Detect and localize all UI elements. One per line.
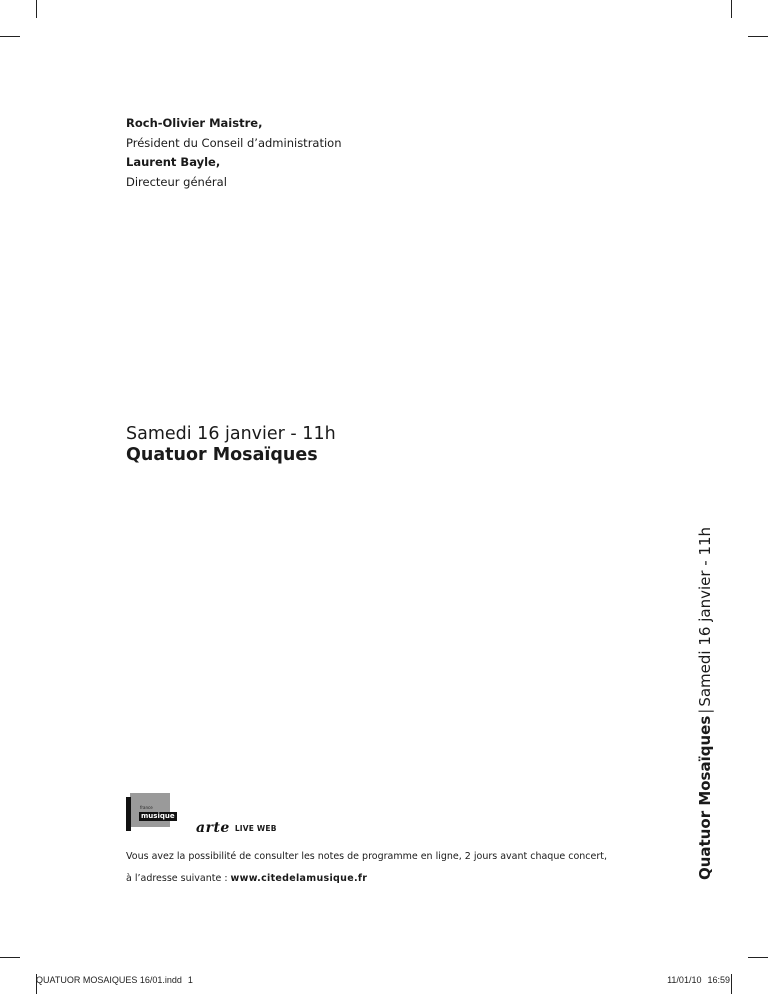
side-title-date: Samedi 16 janvier - 11h (696, 526, 714, 707)
director-name: Laurent Bayle, (126, 155, 221, 169)
president-role: Président du Conseil d’administration (126, 135, 342, 150)
arte-logo: arte (196, 820, 230, 836)
director-role: Directeur général (126, 174, 227, 189)
france-musique-logo-small-text: france (140, 805, 153, 810)
france-musique-logo-bar (126, 797, 131, 831)
crop-mark-top-right-vertical (731, 0, 732, 18)
program-notes-info (126, 846, 671, 890)
crop-mark-bottom-left-horizontal (0, 957, 20, 958)
france-musique-logo (126, 793, 175, 831)
crop-mark-top-left-horizontal (0, 36, 20, 37)
arte-live-web-label: LIVE WEB (234, 823, 277, 833)
crop-mark-bottom-right-horizontal (748, 957, 768, 958)
slug-date: 11/01/10 (667, 975, 702, 985)
event-heading (126, 424, 336, 466)
program-notes-line-1: Vous avez la possibilité de consulter les notes de programme en ligne, 2 jours avant chaque concert, (126, 851, 608, 862)
event-title: Quatuor Mosaïques (126, 445, 318, 465)
side-title-name: Quatuor Mosaïques (696, 715, 714, 880)
side-running-title (696, 527, 714, 880)
france-musique-logo-word: musique (141, 812, 175, 820)
side-title-separator: | (696, 708, 714, 714)
printer-slug-timestamp (667, 975, 730, 985)
arte-live-web-logo (196, 821, 277, 835)
crop-mark-top-right-horizontal (748, 36, 768, 37)
event-date-time: Samedi 16 janvier - 11h (126, 424, 336, 444)
crop-mark-bottom-right-vertical (731, 974, 732, 994)
slug-file-name: QUATUOR MOSAIQUES 16/01.indd (36, 975, 182, 985)
slug-time: 16:59 (707, 975, 730, 985)
president-name: Roch-Olivier Maistre, (126, 116, 263, 130)
crop-mark-top-left-vertical (36, 0, 37, 18)
slug-page-number: 1 (187, 975, 193, 985)
program-notes-line-2 (126, 868, 671, 890)
france-musique-logo-box (130, 793, 170, 827)
program-notes-address-prefix: à l’adresse suivante : (126, 873, 231, 884)
printer-slug-file (36, 975, 193, 985)
website-link[interactable]: www.citedelamusique.fr (230, 873, 368, 884)
credits-block (126, 114, 342, 192)
